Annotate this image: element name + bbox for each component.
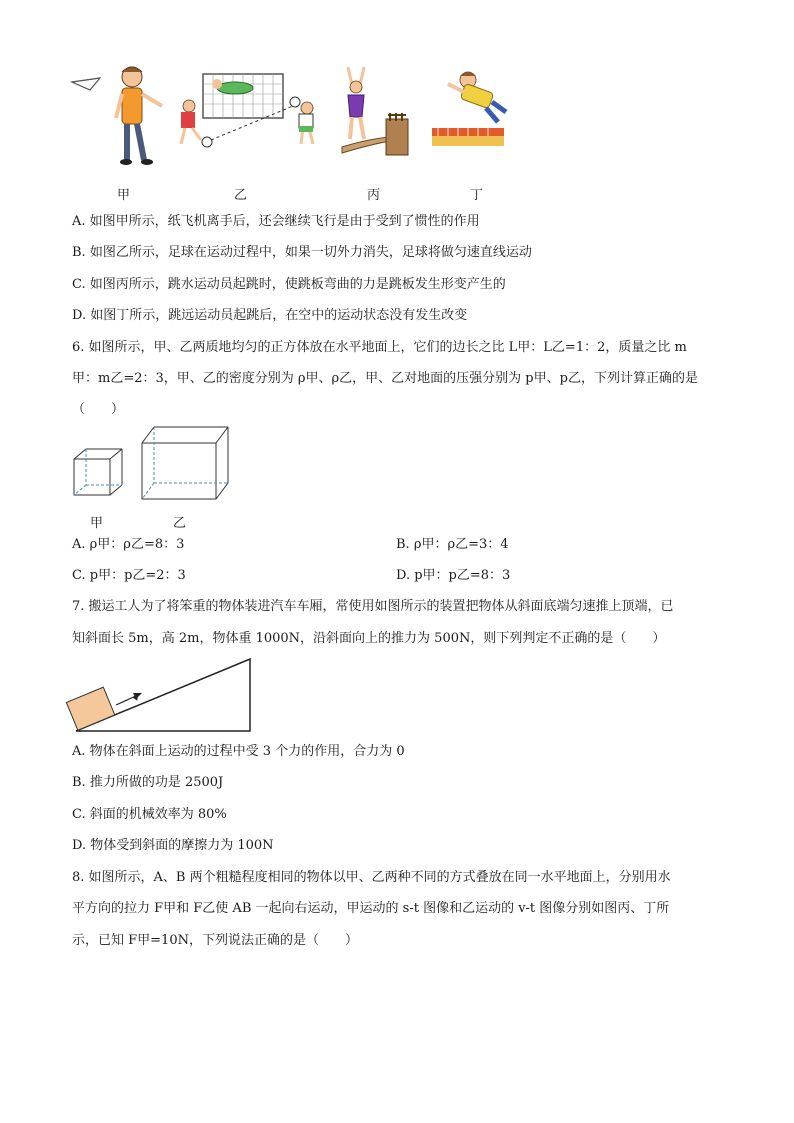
q6-option-c: C. p甲：p乙=2：3 — [72, 568, 186, 583]
q6-cubes-figure — [72, 425, 232, 505]
q5-caption-jia: 甲 — [117, 188, 131, 203]
q5-caption-yi: 乙 — [234, 188, 248, 203]
q7-incline-figure — [72, 655, 262, 735]
q5-option-d: D. 如图丁所示，跳远运动员起跳后，在空中的运动状态没有发生改变 — [72, 308, 468, 323]
long-jumper-illustration — [428, 68, 518, 148]
diver-springboard-illustration — [338, 65, 418, 165]
q8-stem-line-3: 示，已知 F甲=10N，下列说法正确的是（ ） — [72, 933, 358, 948]
q6-option-a: A. ρ甲：ρ乙=8：3 — [72, 537, 185, 552]
q5-option-c: C. 如图丙所示，跳水运动员起跳时，使跳板弯曲的力是跳板发生形变产生的 — [72, 277, 506, 292]
q8-stem-line-2: 平方向的拉力 F甲和 F乙使 AB 一起向右运动，甲运动的 s-t 图像和乙运动的 v-t 图像分别如图丙、丁所 — [72, 901, 670, 916]
q8-stem-line-1: 8. 如图所示，A、B 两个粗糙程度相同的物体以甲、乙两种不同的方式叠放在同一水平地面上，分别用水 — [72, 870, 671, 885]
q7-option-c: C. 斜面的机械效率为 80% — [72, 807, 227, 822]
q7-stem-line-1: 7. 搬运工人为了将笨重的物体装进汽车车厢，常使用如图所示的装置把物体从斜面底端匀速推上顶端，已 — [72, 599, 674, 614]
q5-option-a: A. 如图甲所示，纸飞机离手后，还会继续飞行是由于受到了惯性的作用 — [72, 214, 480, 229]
soccer-goal-illustration — [175, 70, 325, 160]
q6-stem-line-3: （ ） — [72, 402, 125, 417]
cube-jia — [74, 449, 122, 495]
q7-stem-line-2: 知斜面长 5m，高 2m，物体重 1000N，沿斜面向上的推力为 500N，则下列判定不正确的是（ ） — [72, 631, 666, 646]
q5-option-b: B. 如图乙所示，足球在运动过程中，如果一切外力消失，足球将做匀速直线运动 — [72, 245, 532, 260]
q7-option-d: D. 物体受到斜面的摩擦力为 100N — [72, 838, 274, 853]
cube-yi — [142, 427, 228, 499]
q6-stem-line-1: 6. 如图所示，甲、乙两质地均匀的正方体放在水平地面上，它们的边长之比 L甲：L乙=1：2，质量之比 m — [72, 340, 687, 355]
q6-option-d: D. p甲：p乙=8：3 — [396, 568, 511, 583]
q6-caption-jia: 甲 — [90, 516, 104, 531]
q5-caption-ding: 丁 — [470, 188, 484, 203]
paper-plane-boy-illustration — [70, 60, 170, 170]
q6-option-b: B. ρ甲：ρ乙=3：4 — [396, 537, 509, 552]
q7-option-a: A. 物体在斜面上运动的过程中受 3 个力的作用，合力为 0 — [72, 744, 405, 759]
q6-caption-yi: 乙 — [173, 516, 187, 531]
q5-caption-bing: 丙 — [367, 188, 381, 203]
q7-option-b: B. 推力所做的功是 2500J — [72, 775, 224, 790]
q6-stem-line-2: 甲：m乙=2：3，甲、乙的密度分别为 ρ甲、ρ乙，甲、乙对地面的压强分别为 p甲、p乙，下列计算正确的是 — [72, 371, 698, 386]
